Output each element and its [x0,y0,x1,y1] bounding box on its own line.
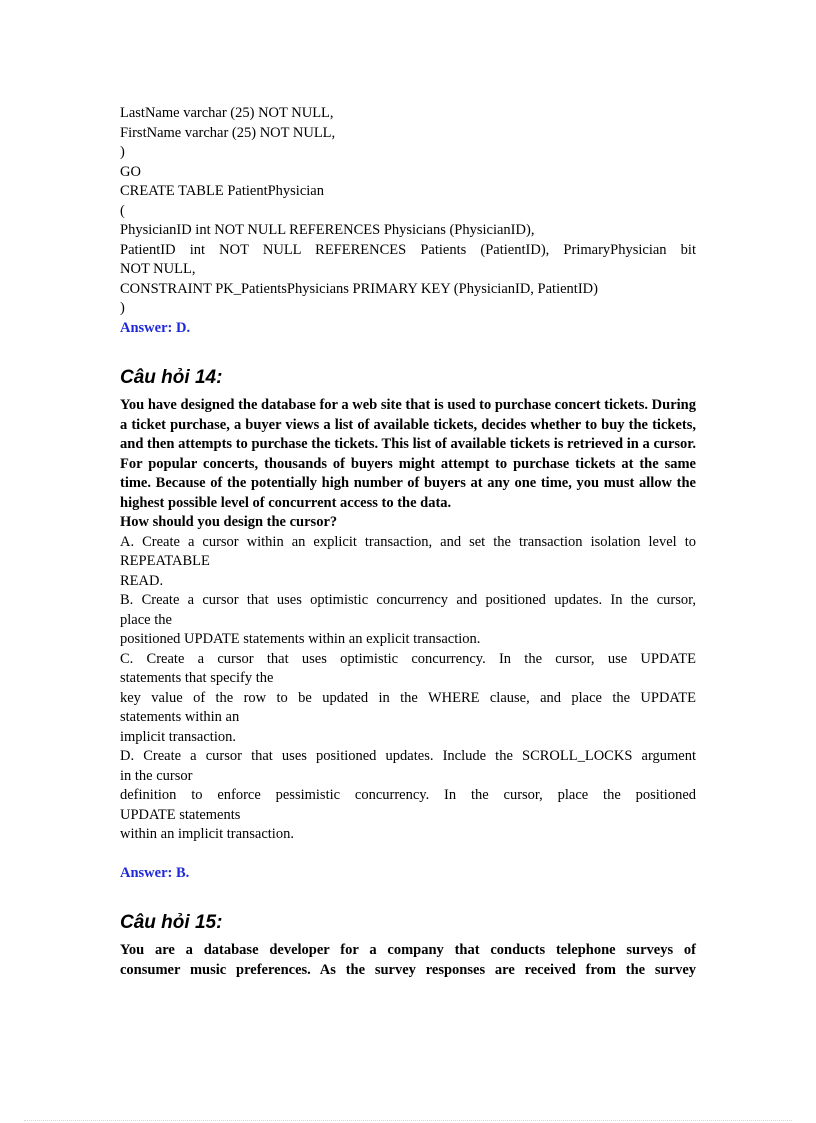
question-14-heading: Câu hỏi 14: [120,367,223,388]
option-line: REPEATABLE [120,553,210,569]
question-line: consumer music preferences. As the survey responses are received from the survey [120,961,696,978]
option-line: D. Create a cursor that uses positioned updates. Include the SCROLL_LOCKS argument [120,748,696,764]
option-line: statements that specify the [120,670,274,686]
code-line: PatientID int NOT NULL REFERENCES Patients (PatientID), PrimaryPhysician bit [120,241,696,258]
question-14-prompt: How should you design the cursor? [120,514,338,530]
option-line: place the [120,611,172,628]
code-block [120,104,696,319]
page-bottom-divider [24,1120,792,1121]
code-line: LastName varchar (25) NOT NULL, [120,105,334,121]
option-line: implicit transaction. [120,728,236,745]
question-line: You are a database developer for a company that conducts telephone surveys of [120,942,696,958]
spacer [120,845,696,864]
option-line: B. Create a cursor that uses optimistic concurrency and positioned updates. In the cursor, [120,592,696,608]
option-line: definition to enforce pessimistic concurrency. In the cursor, place the positioned [120,787,696,803]
question-14-options [120,533,696,845]
document-page [120,104,696,980]
option-line: positioned UPDATE statements within an explicit transaction. [120,631,481,647]
question-15-heading: Câu hỏi 15: [120,912,223,933]
code-line: FirstName varchar (25) NOT NULL, [120,124,336,141]
code-line: GO [120,163,141,180]
code-line: NOT NULL, [120,261,196,277]
code-line: CREATE TABLE PatientPhysician [120,183,324,199]
option-line: READ. [120,572,164,589]
option-line: A. Create a cursor within an explicit transaction, and set the transaction isolation level to [120,533,696,550]
option-line: statements within an [120,709,240,725]
option-line: within an implicit transaction. [120,826,294,842]
answer-14: Answer: B. [120,864,190,881]
option-line: C. Create a cursor that uses optimistic concurrency. In the cursor, use UPDATE [120,650,696,667]
code-line: PhysicianID int NOT NULL REFERENCES Physicians (PhysicianID), [120,222,535,238]
code-line: ( [120,202,125,219]
code-line: CONSTRAINT PK_PatientsPhysicians PRIMARY KEY (PhysicianID, PatientID) [120,280,598,297]
question-15-body [120,941,696,980]
question-14-body: You have designed the database for a web site that is used to purchase concert tickets. During a ticket purchase, a buyer views a list of available tickets, decides whether to buy the tickets, and then attempts to purchase the tickets. This list of available tickets is retrieved in a cursor. For popular concerts, thousands of buyers might attempt to purchase tickets at the same time. Because of the potentially high number of buyers at any one time, you must allow the highest possible level of concurrent access to the data. [120,397,696,511]
code-line: ) [120,300,125,316]
code-line: ) [120,144,125,160]
option-line: in the cursor [120,767,193,784]
option-line: key value of the row to be updated in the WHERE clause, and place the UPDATE [120,689,696,706]
answer-13: Answer: D. [120,319,191,336]
option-line: UPDATE statements [120,806,241,823]
